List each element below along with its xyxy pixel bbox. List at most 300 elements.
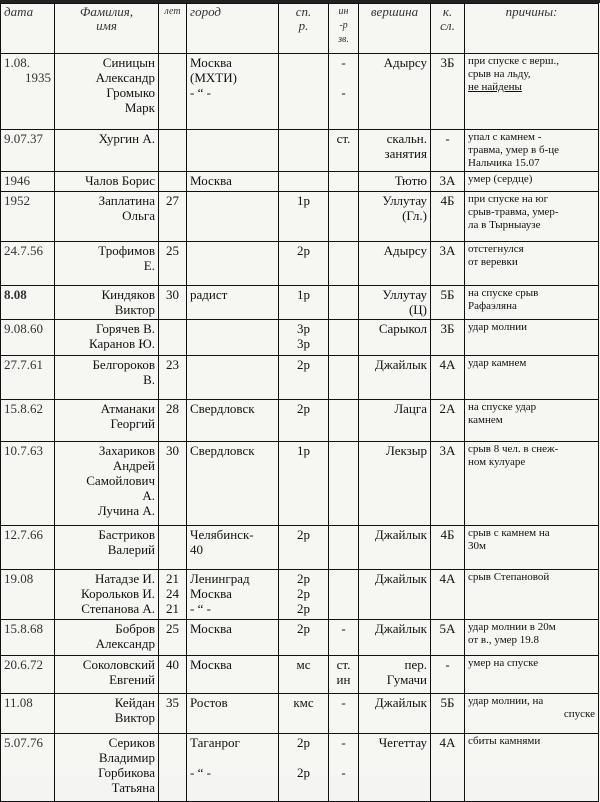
category-cell	[431, 286, 465, 320]
reason-cell	[465, 242, 599, 286]
date-cell	[1, 620, 55, 656]
peak-cell-line: Сарыкол	[378, 321, 427, 336]
peak-cell-line: Джайлык	[374, 695, 427, 710]
instructor-rank-cell	[329, 526, 359, 570]
sport-rank-cell	[279, 620, 329, 656]
date-cell	[1, 192, 55, 242]
name-cell-line: Андрей	[112, 458, 155, 473]
sport-rank-cell	[279, 54, 329, 130]
category-cell	[431, 656, 465, 694]
sport-rank-cell	[279, 656, 329, 694]
category-cell-line: 3А	[439, 443, 456, 458]
date-cell	[1, 570, 55, 620]
instructor-rank-cell-line: ст.	[336, 657, 351, 672]
reason-cell-line: срыв Степановой	[468, 571, 550, 583]
reason-cell-line: на спуске удар	[468, 401, 537, 413]
date-cell-line: 1952	[4, 193, 30, 208]
city-cell-line: Ростов	[190, 695, 228, 710]
sport-rank-cell-line: кмс	[293, 695, 314, 710]
name-cell-line: Марк	[124, 100, 155, 115]
peak-cell	[359, 192, 431, 242]
peak-cell	[359, 442, 431, 526]
reason-cell	[465, 286, 599, 320]
peak-cell-line: Гумачи	[386, 672, 427, 687]
category-cell-line: 3Б	[440, 321, 455, 336]
reason-cell	[465, 356, 599, 400]
instructor-rank-cell-line: ст.	[336, 131, 351, 146]
date-cell-line: 5.07.76	[4, 735, 43, 750]
peak-cell	[359, 570, 431, 620]
city-cell-line: Свердловск	[190, 443, 255, 458]
sport-rank-cell-line: 3р	[297, 336, 310, 351]
sport-rank-cell-line: 2р	[297, 765, 310, 780]
name-cell	[55, 286, 159, 320]
category-cell	[431, 400, 465, 442]
table-row	[1, 526, 599, 570]
reason-cell-line: спуске	[563, 708, 595, 720]
reason-cell-line: срыв на льду,	[468, 68, 531, 80]
date-cell-line: 1.08.	[4, 55, 30, 70]
category-cell-line: 2А	[439, 401, 456, 416]
reason-cell-line: ном кулуаре	[468, 456, 526, 468]
name-cell-line: Ольга	[122, 208, 155, 223]
reason-cell-line: удар камнем	[468, 357, 527, 369]
age-cell	[159, 130, 187, 172]
category-cell-line: 3Б	[440, 55, 455, 70]
city-cell-line: Москва	[190, 621, 232, 636]
peak-cell	[359, 526, 431, 570]
name-cell-line: Киндяков	[101, 287, 155, 302]
header-peak: вершина	[359, 4, 431, 54]
reason-cell	[465, 400, 599, 442]
peak-cell-line: Джайлык	[374, 357, 427, 372]
instructor-rank-cell	[329, 656, 359, 694]
sport-rank-cell-line: 2р	[297, 601, 310, 616]
sport-rank-cell	[279, 320, 329, 356]
accident-table	[0, 3, 599, 802]
city-cell-line: - “ -	[190, 85, 211, 100]
name-cell-line: Горячев В.	[96, 321, 155, 336]
age-cell-line: 35	[166, 695, 179, 710]
sport-rank-cell-line: 2р	[297, 735, 310, 750]
table-row	[1, 442, 599, 526]
age-cell	[159, 54, 187, 130]
city-cell-line: - “ -	[190, 601, 211, 616]
sport-rank-cell-line: 2р	[297, 357, 310, 372]
age-cell-line: 25	[166, 621, 179, 636]
peak-cell	[359, 356, 431, 400]
reason-cell-line: от веревки	[468, 256, 518, 268]
instructor-rank-cell	[329, 356, 359, 400]
date-cell	[1, 734, 55, 802]
name-cell	[55, 442, 159, 526]
peak-cell-line: Адырсу	[383, 55, 427, 70]
reason-cell-line: при спуске на юг	[468, 193, 549, 205]
name-cell-line: Лучина А.	[97, 503, 155, 518]
category-cell	[431, 694, 465, 734]
age-cell-line: 23	[166, 357, 179, 372]
city-cell	[187, 526, 279, 570]
city-cell	[187, 620, 279, 656]
city-cell-line: Свердловск	[190, 401, 255, 416]
table-row	[1, 400, 599, 442]
sport-rank-cell	[279, 192, 329, 242]
instructor-rank-cell	[329, 400, 359, 442]
instructor-rank-cell	[329, 172, 359, 192]
sport-rank-cell-line: 2р	[297, 586, 310, 601]
name-cell	[55, 694, 159, 734]
date-cell-line: 15.8.68	[4, 621, 43, 636]
date-cell	[1, 356, 55, 400]
header-row	[1, 4, 599, 54]
reason-cell-line: от в., умер 19.8	[468, 634, 540, 646]
reason-cell-line: удар молнии	[468, 321, 528, 333]
category-cell-line: -	[445, 657, 450, 672]
date-cell	[1, 242, 55, 286]
category-cell	[431, 620, 465, 656]
date-cell-line: 15.8.62	[4, 401, 43, 416]
date-cell	[1, 130, 55, 172]
sport-rank-cell-line: 3р	[297, 321, 310, 336]
category-cell	[431, 320, 465, 356]
reason-cell	[465, 570, 599, 620]
category-cell-line: 5Б	[440, 287, 455, 302]
city-cell-line: Москва	[190, 657, 232, 672]
city-cell-line: - “ -	[190, 765, 211, 780]
date-cell	[1, 526, 55, 570]
sport-rank-cell-line: 1р	[297, 443, 310, 458]
instructor-rank-cell	[329, 570, 359, 620]
reason-cell	[465, 734, 599, 802]
date-cell	[1, 320, 55, 356]
city-cell	[187, 242, 279, 286]
name-cell-line: Горбикова	[98, 765, 155, 780]
city-cell-line: (МХТИ)	[190, 70, 237, 85]
category-cell	[431, 356, 465, 400]
date-cell-line: 27.7.61	[4, 357, 43, 372]
date-cell-line: 9.08.60	[4, 321, 43, 336]
header-date: дата	[1, 4, 55, 54]
instructor-rank-cell-line: -	[341, 85, 346, 100]
reason-cell	[465, 620, 599, 656]
sport-rank-cell	[279, 442, 329, 526]
table-row	[1, 54, 599, 130]
city-cell	[187, 400, 279, 442]
date-cell	[1, 400, 55, 442]
sport-rank-cell	[279, 130, 329, 172]
instructor-rank-cell	[329, 286, 359, 320]
peak-cell	[359, 656, 431, 694]
age-cell	[159, 192, 187, 242]
city-cell	[187, 54, 279, 130]
sport-rank-cell-line: 2р	[297, 621, 310, 636]
sport-rank-cell-line: 2р	[297, 243, 310, 258]
name-cell-line: Сериков	[108, 735, 155, 750]
category-cell	[431, 192, 465, 242]
header-city: город	[187, 4, 279, 54]
date-cell	[1, 286, 55, 320]
name-cell-line: Каранов Ю.	[89, 336, 155, 351]
table-row	[1, 620, 599, 656]
sport-rank-cell-line: 2р	[297, 527, 310, 542]
peak-cell-line: Лекзыр	[385, 443, 427, 458]
reason-cell-line: умер (сердце)	[468, 173, 533, 185]
instructor-rank-cell	[329, 442, 359, 526]
city-cell	[187, 442, 279, 526]
city-cell-line: Челябинск-	[190, 527, 254, 542]
reason-cell-line: при спуске с верш.,	[468, 55, 559, 67]
peak-cell	[359, 620, 431, 656]
date-cell-line: 19.08	[4, 571, 34, 586]
name-cell-line: Атманаки	[100, 401, 155, 416]
instructor-rank-cell	[329, 242, 359, 286]
date-cell	[1, 656, 55, 694]
peak-cell	[359, 54, 431, 130]
reason-cell-line: Нальчика 15.07	[468, 157, 540, 169]
header-instructor-rank: ин -р зв.	[329, 4, 359, 54]
sport-rank-cell	[279, 400, 329, 442]
instructor-rank-cell	[329, 192, 359, 242]
date-cell-line: 9.07.37	[4, 131, 43, 146]
age-cell	[159, 442, 187, 526]
peak-cell	[359, 172, 431, 192]
date-cell-line: 12.7.66	[4, 527, 43, 542]
date-cell-line: 20.6.72	[4, 657, 43, 672]
date-cell-line: 1946	[4, 173, 30, 188]
reason-cell	[465, 442, 599, 526]
reason-cell	[465, 656, 599, 694]
name-cell	[55, 570, 159, 620]
reason-cell	[465, 192, 599, 242]
instructor-rank-cell-line: -	[341, 695, 346, 710]
name-cell-line: Виктор	[114, 302, 155, 317]
category-cell	[431, 734, 465, 802]
name-cell-line: Степанова А.	[81, 601, 155, 616]
city-cell	[187, 694, 279, 734]
peak-cell	[359, 694, 431, 734]
reason-cell-line: срыв 8 чел. в снеж-	[468, 443, 559, 455]
peak-cell-line: Джайлык	[374, 571, 427, 586]
sport-rank-cell-line: 2р	[297, 571, 310, 586]
date-cell-line: 10.7.63	[4, 443, 43, 458]
instructor-rank-cell-line: ин	[336, 672, 351, 687]
name-cell-line: Александр	[95, 636, 155, 651]
category-cell-line: 5А	[439, 621, 456, 636]
sport-rank-cell	[279, 286, 329, 320]
category-cell-line: 4Б	[440, 527, 455, 542]
name-cell-line: Синицын	[102, 55, 155, 70]
reason-cell	[465, 694, 599, 734]
sport-rank-cell-line: мс	[296, 657, 311, 672]
name-cell-line: Корольков И.	[81, 586, 155, 601]
instructor-rank-cell-line	[332, 70, 355, 85]
reason-cell-line: травма, умер в б-це	[468, 144, 560, 156]
age-cell	[159, 620, 187, 656]
age-cell	[159, 400, 187, 442]
peak-cell	[359, 286, 431, 320]
peak-cell-line: Уллутау	[382, 193, 427, 208]
category-cell-line: 5Б	[440, 695, 455, 710]
name-cell-line: Валерий	[107, 542, 155, 557]
peak-cell-line: Джайлык	[374, 621, 427, 636]
name-cell-line: Бобров	[115, 621, 155, 636]
table-row	[1, 356, 599, 400]
category-cell	[431, 172, 465, 192]
name-cell-line: Александр	[95, 70, 155, 85]
age-cell	[159, 656, 187, 694]
name-cell-line: Е.	[143, 258, 155, 273]
category-cell	[431, 242, 465, 286]
table-row	[1, 656, 599, 694]
reason-cell-line: ла в Тырныаузе	[468, 219, 541, 231]
name-cell	[55, 242, 159, 286]
header-reason: причины:	[465, 4, 599, 54]
name-cell-line: Кейдан	[114, 695, 155, 710]
age-cell-line: 30	[166, 287, 179, 302]
age-cell-line: 40	[166, 657, 179, 672]
instructor-rank-cell-line	[332, 750, 355, 765]
name-cell-line: Татьяна	[111, 780, 155, 795]
name-cell-line: Трофимов	[98, 243, 155, 258]
date-cell	[1, 54, 55, 130]
city-cell-line: Москва	[190, 586, 232, 601]
table-row	[1, 570, 599, 620]
city-cell-line: Таганрог	[190, 735, 240, 750]
reason-cell-line: камнем	[468, 414, 503, 426]
reason-cell-line: на спуске срыв	[468, 287, 539, 299]
name-cell	[55, 400, 159, 442]
city-cell-line: Ленинград	[190, 571, 250, 586]
peak-cell-line: Лацга	[394, 401, 427, 416]
category-cell	[431, 130, 465, 172]
age-cell-line: 27	[166, 193, 179, 208]
table-row	[1, 320, 599, 356]
name-cell-line: Захариков	[98, 443, 155, 458]
date-cell-line: 11.08	[4, 695, 33, 710]
name-cell-line: Хургин А.	[98, 131, 155, 146]
name-cell-line: Самойлович	[86, 473, 155, 488]
peak-cell-line: пер.	[404, 657, 427, 672]
age-cell	[159, 286, 187, 320]
instructor-rank-cell	[329, 734, 359, 802]
reason-cell-line: отстегнулся	[468, 243, 524, 255]
sport-rank-cell	[279, 694, 329, 734]
peak-cell	[359, 242, 431, 286]
category-cell-line: 3А	[439, 243, 456, 258]
reason-cell	[465, 172, 599, 192]
header-sport-rank: сп. р.	[279, 4, 329, 54]
age-cell	[159, 242, 187, 286]
city-cell	[187, 320, 279, 356]
city-cell	[187, 570, 279, 620]
name-cell-line: Владимир	[98, 750, 155, 765]
name-cell-line: Соколовский	[82, 657, 155, 672]
city-cell	[187, 192, 279, 242]
peak-cell-line: Уллутау	[382, 287, 427, 302]
age-cell	[159, 526, 187, 570]
peak-cell	[359, 400, 431, 442]
category-cell	[431, 570, 465, 620]
name-cell	[55, 356, 159, 400]
name-cell-line: Евгений	[109, 672, 155, 687]
name-cell	[55, 172, 159, 192]
category-cell	[431, 442, 465, 526]
age-cell-line: 28	[166, 401, 179, 416]
city-cell-line: Москва	[190, 173, 232, 188]
age-cell	[159, 734, 187, 802]
instructor-rank-cell	[329, 620, 359, 656]
peak-cell	[359, 130, 431, 172]
date-cell	[1, 172, 55, 192]
header-category: к. сл.	[431, 4, 465, 54]
instructor-rank-cell-line: -	[341, 621, 346, 636]
name-cell-line: Громыко	[106, 85, 155, 100]
instructor-rank-cell	[329, 130, 359, 172]
sport-rank-cell-line: 1р	[297, 287, 310, 302]
peak-cell-line: (Гл.)	[402, 208, 427, 223]
date-cell-line: 8.08	[4, 287, 27, 302]
peak-cell-line: Адырсу	[383, 243, 427, 258]
table-row	[1, 172, 599, 192]
reason-cell-line: Рафаэляна	[468, 300, 517, 312]
city-cell	[187, 130, 279, 172]
name-cell-line: Заплатина	[98, 193, 155, 208]
sport-rank-cell	[279, 570, 329, 620]
category-cell-line: 3А	[439, 173, 456, 188]
peak-cell-line: Джайлык	[374, 527, 427, 542]
date-cell	[1, 694, 55, 734]
name-cell	[55, 734, 159, 802]
name-cell-line: Натадзе И.	[95, 571, 155, 586]
reason-cell-line: умер на спуске	[468, 657, 539, 669]
category-cell-line: -	[445, 131, 450, 146]
name-cell-line: Бастриков	[98, 527, 155, 542]
peak-cell-line: Тютю	[394, 173, 427, 188]
city-cell	[187, 356, 279, 400]
category-cell-line: 4А	[439, 571, 456, 586]
instructor-rank-cell	[329, 54, 359, 130]
peak-cell-line: скальн.	[386, 131, 427, 146]
reason-cell-line: сбиты камнями	[468, 735, 541, 747]
name-cell-line: В.	[143, 372, 155, 387]
name-cell	[55, 320, 159, 356]
category-cell	[431, 526, 465, 570]
age-cell-line: 30	[166, 443, 179, 458]
reason-cell-line: не найдены	[468, 81, 522, 93]
table-row	[1, 192, 599, 242]
reason-cell-line: удар молнии в 20м	[468, 621, 556, 633]
category-cell	[431, 54, 465, 130]
city-cell-line: Москва	[190, 55, 232, 70]
name-cell	[55, 526, 159, 570]
sport-rank-cell-line	[282, 750, 325, 765]
reason-cell-line: удар молнии, на	[468, 695, 544, 707]
city-cell	[187, 286, 279, 320]
city-cell-line	[190, 750, 275, 765]
date-cell	[1, 442, 55, 526]
name-cell	[55, 54, 159, 130]
name-cell	[55, 656, 159, 694]
table-row	[1, 286, 599, 320]
age-cell	[159, 172, 187, 192]
peak-cell-line: Чегеттау	[378, 735, 427, 750]
age-cell	[159, 694, 187, 734]
reason-cell-line: срыв с камнем на	[468, 527, 550, 539]
date-cell-line: 1935	[25, 70, 51, 85]
sport-rank-cell	[279, 356, 329, 400]
reason-cell	[465, 320, 599, 356]
instructor-rank-cell-line: -	[341, 765, 346, 780]
